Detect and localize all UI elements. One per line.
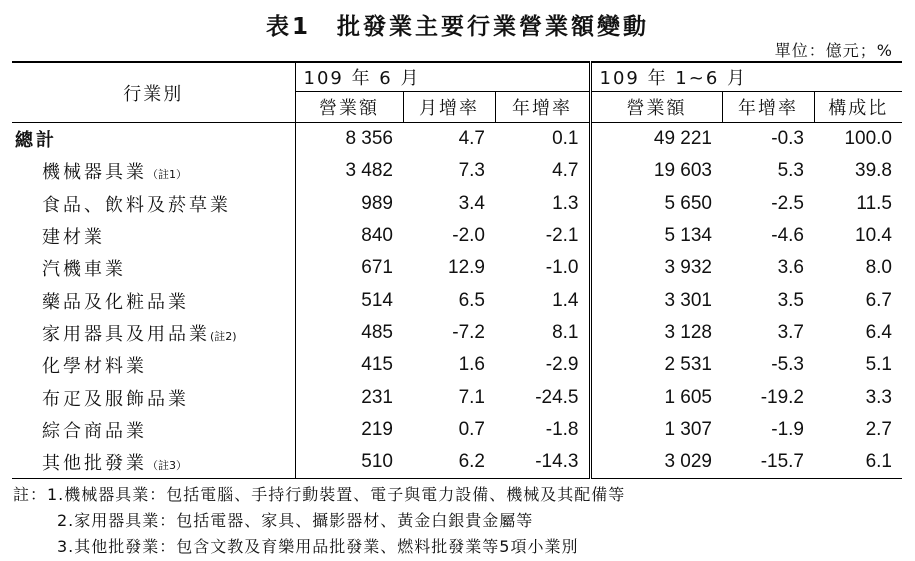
industry-name <box>12 349 295 381</box>
value-cell: -1.9 <box>771 418 804 440</box>
header-group-jan-jun: 109 年 1~6 月 <box>590 62 902 92</box>
wholesale-revenue-table <box>12 61 902 479</box>
footnote-1: 註：1.機械器具業：包括電腦、手持行動裝置、電子與電力設備、機械及其配備等 <box>13 485 626 504</box>
value-cell: 39.8 <box>855 160 892 182</box>
footnote-ref: （註3） <box>147 459 187 473</box>
industry-name <box>12 220 295 252</box>
industry-label: 其他批發業 <box>42 453 147 475</box>
value-cell: 989 <box>295 188 403 220</box>
value-cell: -7.2 <box>452 321 485 343</box>
value-cell: 2 531 <box>590 349 722 381</box>
table-row <box>12 414 902 446</box>
value-cell: 5.3 <box>777 160 804 182</box>
header-col: 年增率 <box>495 92 590 123</box>
value-cell: -2.9 <box>545 354 579 376</box>
value-cell: 219 <box>295 414 403 446</box>
value-cell: 3 029 <box>590 446 722 479</box>
value-cell: -15.7 <box>722 446 814 479</box>
table-title: 表1 批發業主要行業營業額變動 <box>265 14 649 40</box>
industry-name <box>12 155 295 187</box>
value-cell: 3.7 <box>777 321 804 343</box>
value-cell: 3.5 <box>777 289 804 311</box>
value-cell: -1.0 <box>545 257 579 279</box>
value-cell: 671 <box>295 252 403 284</box>
value-cell: 1.3 <box>552 192 579 214</box>
value-cell: -2.1 <box>545 225 579 247</box>
value-cell: 514 <box>295 284 403 316</box>
table-row <box>12 155 902 187</box>
value-cell: 485 <box>295 317 403 349</box>
footnote-ref: (註2) <box>210 329 237 343</box>
value-cell: 3 932 <box>590 252 722 284</box>
header-col: 月增率 <box>403 92 495 123</box>
industry-name <box>12 446 295 479</box>
table-row <box>12 252 902 284</box>
table-row <box>12 381 902 413</box>
value-cell: 3 128 <box>590 317 722 349</box>
value-cell: 840 <box>295 220 403 252</box>
footnote-ref: （註1） <box>147 168 187 182</box>
industry-label: 機械器具業 <box>42 162 147 184</box>
value-cell: -1.8 <box>545 418 579 440</box>
value-cell: 3 301 <box>590 284 722 316</box>
value-cell: 6.5 <box>458 289 485 311</box>
industry-label: 建材業 <box>42 227 105 249</box>
footnotes <box>13 482 625 560</box>
header-col: 年增率 <box>722 92 814 123</box>
industry-name <box>12 123 295 156</box>
value-cell: -24.5 <box>535 386 579 408</box>
value-cell: 7.1 <box>458 386 485 408</box>
value-cell: 19 603 <box>590 155 722 187</box>
table-row <box>12 317 902 349</box>
table-row <box>12 349 902 381</box>
industry-label: 藥品及化粧品業 <box>42 291 189 313</box>
value-cell: 1.6 <box>458 354 485 376</box>
value-cell: 11.5 <box>856 192 892 214</box>
industry-label: 汽機車業 <box>42 259 126 281</box>
industry-name <box>12 188 295 220</box>
value-cell: 5 134 <box>590 220 722 252</box>
industry-name <box>12 381 295 413</box>
value-cell: 0.1 <box>552 128 579 150</box>
header-col: 營業額 <box>295 92 403 123</box>
value-cell: 4.7 <box>458 128 485 150</box>
value-cell: 2.7 <box>865 418 892 440</box>
value-cell: -2.5 <box>771 192 804 214</box>
value-cell: 3.6 <box>777 257 804 279</box>
value-cell: 12.9 <box>448 257 485 279</box>
value-cell: 6.4 <box>865 321 892 343</box>
value-cell: 1 307 <box>590 414 722 446</box>
value-cell: -4.6 <box>771 225 804 247</box>
value-cell: -2.0 <box>452 225 485 247</box>
value-cell: 49 221 <box>590 123 722 156</box>
industry-name <box>12 414 295 446</box>
industry-label: 總計 <box>15 130 57 152</box>
value-cell: 8.1 <box>552 321 579 343</box>
footnote-3: 3.其他批發業：包含文教及育樂用品批發業、燃料批發業等5項小業別 <box>57 537 579 556</box>
value-cell: 5.1 <box>865 354 892 376</box>
header-group-june: 109 年 6 月 <box>295 62 590 92</box>
value-cell: 100.0 <box>844 128 892 150</box>
value-cell: 5 650 <box>590 188 722 220</box>
value-cell: 3.4 <box>458 192 485 214</box>
value-cell: -14.3 <box>495 446 590 479</box>
table-row <box>12 284 902 316</box>
value-cell: 7.3 <box>458 160 485 182</box>
footnote-2: 2.家用器具業：包括電器、家具、攝影器材、黃金白銀貴金屬等 <box>57 511 534 530</box>
value-cell: 3.3 <box>865 386 892 408</box>
industry-name <box>12 317 295 349</box>
value-cell: 231 <box>295 381 403 413</box>
value-cell: -0.3 <box>771 128 804 150</box>
table-row <box>12 446 902 479</box>
value-cell: 3 482 <box>295 155 403 187</box>
value-cell: 8.0 <box>865 257 892 279</box>
value-cell: -5.3 <box>771 354 804 376</box>
industry-label: 食品、飲料及菸草業 <box>42 194 231 216</box>
industry-label: 布疋及服飾品業 <box>42 388 189 410</box>
header-industry: 行業別 <box>12 62 295 123</box>
value-cell: 8 356 <box>295 123 403 156</box>
value-cell: 415 <box>295 349 403 381</box>
value-cell: 1 605 <box>590 381 722 413</box>
industry-label: 家用器具及用品業 <box>42 323 210 345</box>
value-cell: 1.4 <box>552 289 579 311</box>
value-cell: 6.7 <box>865 289 892 311</box>
value-cell: 6.1 <box>814 446 902 479</box>
table-row <box>12 220 902 252</box>
industry-label: 綜合商品業 <box>42 420 147 442</box>
header-col: 構成比 <box>814 92 902 123</box>
industry-label: 化學材料業 <box>42 356 147 378</box>
header-col: 營業額 <box>590 92 722 123</box>
table-row <box>12 188 902 220</box>
unit-label: 單位：億元；% <box>774 41 893 60</box>
table-row <box>12 123 902 156</box>
value-cell: -19.2 <box>760 386 804 408</box>
value-cell: 6.2 <box>403 446 495 479</box>
value-cell: 4.7 <box>552 160 579 182</box>
value-cell: 0.7 <box>458 418 485 440</box>
value-cell: 10.4 <box>855 225 892 247</box>
value-cell: 510 <box>295 446 403 479</box>
industry-name <box>12 284 295 316</box>
industry-name <box>12 252 295 284</box>
